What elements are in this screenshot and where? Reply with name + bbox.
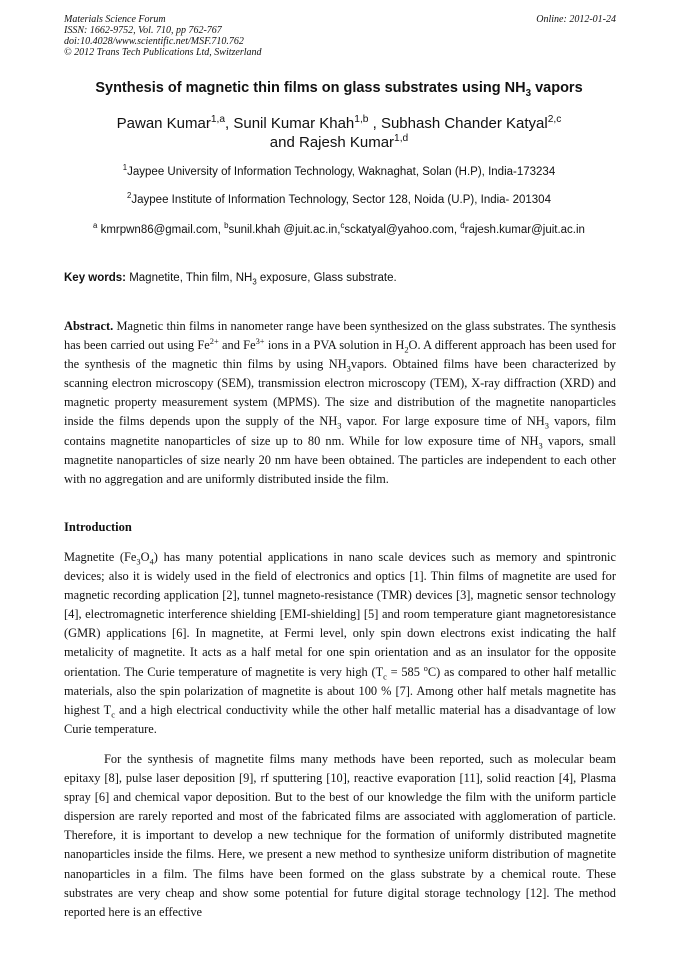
abstract-sub: 3 — [538, 440, 543, 451]
abstract-sup: 3+ — [255, 335, 265, 346]
intro-text: = 585 — [386, 664, 424, 679]
affiliation-text: Jaypee Institute of Information Technology, Sector 128, Noida (U.P), India- 201304 — [131, 194, 551, 206]
abstract-text: vapors, film contains magnetite nanoparticles of size up to 80 nm. While for low exposure time of NH — [64, 414, 617, 448]
intro-sub: 3 — [136, 556, 141, 567]
intro-text: C) as compared to other half metallic materials, also the spin polarization of magnetite is about 100 % [7]. Among other half metals magnetite has highest T — [64, 664, 616, 717]
email-link[interactable]: kmrpwn86@gmail.com, — [97, 224, 225, 236]
email-sup: d — [460, 221, 465, 231]
paper-title — [40, 80, 638, 99]
intro-text: Magnetite (Fe — [64, 550, 137, 564]
intro-text: ) has many potential applications in nano scale devices such as memory and spintronic devices; also it is widely used in the field of electronics and optics [1]. Thin films of magnetite are used for magnetic recording application [2], tunnel magneto-resistance (TMR) devices [3], magnetic sensor technology [4], electromagnetic interference shielding [EMI-shielding] [5] and room temperature giant magnetoresistance (GMR) applications [6]. In magnetite, at Fermi level, only spin down electrons exist indicating the half metalicity of magnetite. It acts as a half metal for one spin orientation and as an insulator for the opposite orientation. The Curie temperature of magnetite is very high (T — [64, 550, 616, 679]
affiliation-text: Jaypee University of Information Technology, Waknaghat, Solan (H.P), India-173234 — [127, 166, 556, 178]
abstract-sup: 2+ — [209, 335, 219, 346]
title-main: Synthesis of magnetic thin films on glass substrates using NH — [95, 80, 526, 96]
abstract-text: O. A different approach has been used for the synthesis of the magnetic thin films by using NH — [64, 338, 617, 372]
author-sup: 2,c — [547, 114, 562, 125]
doi-line: doi:10.4028/www.scientific.net/MSF.710.762 — [64, 36, 244, 47]
abstract-text: ions in a PVA solution in H — [264, 338, 405, 353]
email-sup: b — [224, 221, 229, 231]
email-link[interactable]: sckatyal@yahoo.com, — [344, 224, 461, 236]
email-sup: a — [93, 221, 98, 231]
author-name: , Subhash Chander Katyal — [368, 115, 548, 132]
title-sub: 3 — [525, 87, 532, 99]
intro-sub: c — [383, 671, 387, 682]
abstract-text: vapors, small magnetite nanoparticles of size nearly 20 nm have been obtained. The particles are independent to each other with no aggregation and are uniformly distributed inside the film. — [64, 433, 617, 486]
intro-sup: o — [423, 662, 428, 673]
abstract-text: vapor. For large exposure time of NH — [341, 414, 545, 429]
author-sup: 1,a — [210, 114, 226, 125]
abstract-text: vapors. Obtained films have been characterized by scanning electron microscopy (SEM), transmission electron microscopy (TEM), X-ray diffraction (XRD) and magnetic property measurement system (MPMS). The size and distribution of the magnetite nanoparticles inside the films depends upon the supply of the NH — [64, 357, 616, 429]
keywords-text: exposure, Glass substrate. — [256, 272, 397, 284]
intro-sub: 4 — [149, 556, 154, 567]
journal-header — [64, 14, 616, 58]
abstract-sub: 3 — [544, 420, 549, 431]
author-name: , Sunil Kumar Khah — [225, 115, 355, 132]
affiliation-sup: 2 — [127, 191, 132, 201]
author-sup: 1,b — [354, 114, 369, 125]
author-name: Pawan Kumar — [116, 115, 211, 132]
keywords — [64, 272, 616, 287]
abstract-sub: 3 — [337, 420, 342, 431]
intro-sub: c — [111, 709, 115, 720]
abstract-label: Abstract. — [64, 319, 114, 333]
author-list — [40, 114, 638, 152]
abstract-paragraph — [64, 317, 616, 489]
email-list — [40, 221, 638, 236]
author-name: and Rajesh Kumar — [269, 134, 395, 151]
title-tail: vapors — [531, 80, 583, 96]
abstract-sub: 2 — [404, 344, 409, 355]
issn-line: ISSN: 1662-9752, Vol. 710, pp 762-767 — [64, 25, 222, 36]
copyright-line: © 2012 Trans Tech Publications Ltd, Switzerland — [64, 47, 262, 58]
affiliation-2 — [40, 191, 638, 206]
keywords-label: Key words: — [64, 272, 126, 284]
keywords-sub: 3 — [252, 277, 257, 287]
abstract-sub: 3 — [346, 363, 351, 374]
intro-text: and a high electrical conductivity while the other half metallic material has a disadvantage of low Curie temperature. — [64, 702, 616, 736]
keywords-text: Magnetite, Thin film, NH — [126, 272, 253, 284]
affiliation-sup: 1 — [122, 163, 128, 173]
email-sup: c — [340, 221, 345, 231]
intro-text: O — [140, 550, 150, 564]
abstract-text: and Fe — [218, 338, 256, 353]
intro-paragraph-2: For the synthesis of magnetite films many methods have been reported, such as molecular beam epitaxy [8], pulse laser deposition [9], rf sputtering [10], reactive evaporation [11], solid reaction [4], Plasma spray [6] and chemical vapor deposition. But to the best of our knowledge the film with the uniform particle dispersion are rarely reported and most of the fabricated films are associated with agglomeration of particle. Therefore, it is important to develop a new technique for the formation of uniformly distributed magnetite nanoparticles inside the films. Here, we present a new method to synthesize uniform distribution of magnetite nanoparticles in a film. The films have been formed on the glass substrate by a chemical route. These substrates are very cheap and show some potential for future digital storage technology [12]. The method reported here is an effective — [64, 752, 616, 919]
intro-paragraph-1 — [64, 548, 616, 739]
journal-name: Materials Science Forum — [64, 14, 166, 25]
author-sup: 1,d — [394, 133, 409, 144]
email-link[interactable]: sunil.khah @juit.ac.in, — [228, 224, 341, 236]
abstract-text: Magnetic thin films in nanometer range have been synthesized on the glass substrates. The synthesis has been carried out using Fe — [64, 319, 616, 353]
online-date: Online: 2012-01-24 — [536, 14, 616, 25]
email-link[interactable]: rajesh.kumar@juit.ac.in — [464, 224, 585, 236]
affiliation-1 — [40, 163, 638, 178]
section-heading: Introduction — [64, 520, 132, 534]
